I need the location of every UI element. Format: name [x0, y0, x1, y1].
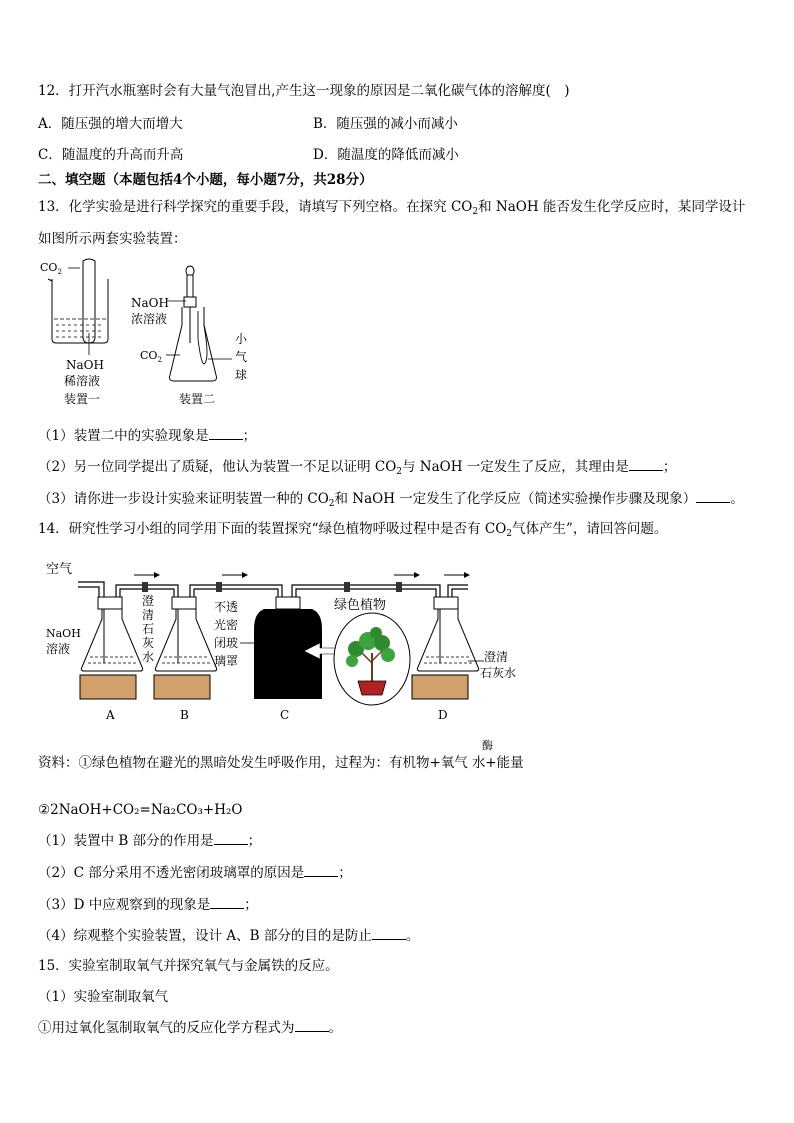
q14-sub3-blank: [210, 896, 244, 909]
q14-air-label: 空气: [46, 562, 73, 577]
q14-sub4-blank: [372, 927, 406, 940]
q14-limewater-b-4: 灰: [142, 636, 155, 650]
q14-plant-label: 绿色植物: [334, 598, 387, 613]
q12-option-b: B．随压强的减小而减小: [313, 116, 458, 132]
q14-apparatus-figure: [38, 553, 488, 728]
q14-limewater-b-2: 清: [142, 608, 155, 622]
q13-sub3: （3）请你进一步设计实验来证明装置一种的 $CO_2$和 NaOH 一定发生了化学反应（简述实验操作步骤及现象） 。: [38, 491, 744, 509]
q14-cover-3: 闭玻: [214, 636, 239, 650]
q14-info1: 资料：①绿色植物在避光的黑暗处发生呼吸作用，过程为：有机物+氧气 水+能量: [38, 755, 524, 771]
q14-label-c: C: [280, 708, 290, 722]
q14-limewater-b-5: 水: [142, 650, 155, 664]
q14-naoh-label: NaOH: [46, 627, 81, 640]
q14-enzyme-condition: 酶: [482, 739, 493, 752]
q15-sub1: （1）实验室制取氧气: [38, 989, 169, 1005]
q14-sub3: （3）D 中应观察到的现象是 ；: [38, 897, 258, 913]
q13-balloon-label-2: 气: [235, 350, 248, 364]
q14-sub2-blank: [304, 864, 338, 877]
q13-naoh2-label: NaOH: [131, 296, 169, 310]
q13-device1-label: 装置一: [64, 392, 101, 406]
q13-stem: 13．化学实验是进行科学探究的重要手段，请填写下列空格。在探究 $CO_2$和 NaOH 能否发生化学反应时，某同学设计: [38, 199, 746, 217]
q15-stem: 15．实验室制取氧气并探究氧气与金属铁的反应。: [38, 958, 339, 974]
q14-stem: 14．研究性学习小组的同学用下面的装置探究“绿色植物呼吸过程中是否有 $CO_2$气体产生”，请回答问题。: [38, 521, 668, 539]
q13-sub1: （1）装置二中的实验现象是 ；: [38, 428, 257, 444]
q13-sub1-blank: [209, 427, 243, 440]
q15-sub1-1: ①用过氧化氢制取氧气的反应化学方程式为 。: [38, 1020, 342, 1036]
q14-label-a: A: [106, 708, 115, 722]
q14-label-b: B: [180, 708, 189, 722]
q14-limewater-d-1: 澄清: [484, 650, 509, 664]
q13-balloon-label-3: 球: [235, 368, 248, 382]
q13-device2-label: 装置二: [179, 392, 216, 406]
q13-conc-label: 浓溶液: [131, 312, 168, 326]
q14-limewater-b-1: 澄: [142, 594, 155, 608]
q13-naoh1-label: NaOH: [66, 358, 104, 372]
q14-sub4: （4）综观整个实验装置，设计 A、B 部分的目的是防止 。: [38, 928, 420, 944]
q13-apparatus-figure: [38, 255, 268, 413]
q14-sub2: （2）C 部分采用不透光密闭玻璃罩的原因是 ；: [38, 865, 352, 881]
q14-label-d: D: [438, 708, 448, 722]
q14-cover-4: 璃罩: [214, 654, 239, 668]
q12-option-c: C．随温度的升高而升高: [38, 147, 184, 163]
q12-stem: 12．打开汽水瓶塞时会有大量气泡冒出,产生这一现象的原因是二氧化碳气体的溶解度( ): [38, 83, 570, 99]
q14-info2: ②2NaOH+CO₂=Na₂CO₃+H₂O: [38, 802, 243, 818]
q14-sub1: （1）装置中 B 部分的作用是 ；: [38, 833, 262, 849]
q13-sub3-blank: [696, 490, 730, 503]
q14-sub1-blank: [214, 832, 248, 845]
q13-co2-label: $CO_2$: [40, 261, 62, 276]
q13-sub2-blank: [629, 458, 663, 471]
q14-limewater-d-2: 石灰水: [480, 666, 517, 680]
q13-balloon-label-1: 小: [235, 332, 248, 346]
q15-sub1-1-blank: [295, 1019, 329, 1032]
q13-dilute-label: 稀溶液: [64, 374, 101, 388]
q14-cover-2: 光密: [214, 618, 239, 632]
section-heading: 二、填空题（本题包括4个小题，每小题7分，共28分）: [38, 172, 373, 188]
q12-option-d: D．随温度的降低而减小: [313, 147, 459, 163]
q14-cover-1: 不透: [214, 600, 239, 614]
q13-stem-line2: 如图所示两套实验装置：: [38, 231, 187, 247]
q12-option-a: A．随压强的增大而增大: [38, 116, 183, 132]
q13-co2-side-label: $CO_2$: [140, 349, 162, 364]
q13-sub2: （2）另一位同学提出了质疑，他认为装置一不足以证明 $CO_2$与 NaOH 一定发生了反应，其理由是 ；: [38, 459, 677, 477]
q14-naoh-sol-label: 溶液: [46, 642, 71, 656]
q14-limewater-b-3: 石: [142, 622, 155, 636]
